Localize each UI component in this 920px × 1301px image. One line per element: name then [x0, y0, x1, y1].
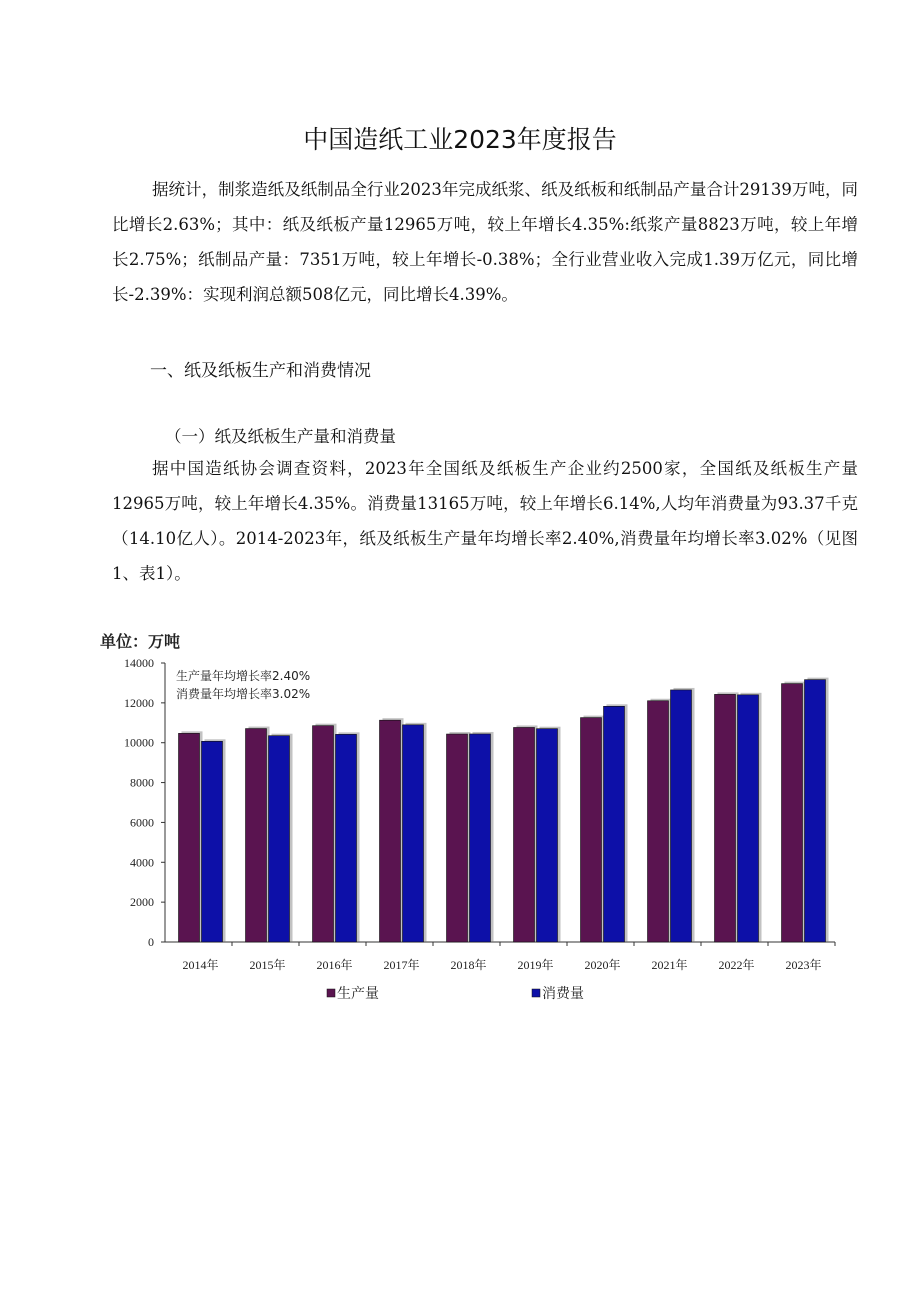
bar-consumption: [202, 741, 223, 942]
y-tick-label: 0: [148, 935, 154, 949]
bar-production: [782, 684, 803, 942]
x-tick-label: 2014年: [182, 958, 219, 972]
section-heading: 一、纸及纸板生产和消费情况: [150, 361, 371, 381]
x-tick-label: 2023年: [785, 958, 822, 972]
legend-swatch: [327, 989, 335, 997]
summary-paragraph: 据统计，制浆造纸及纸制品全行业2023年完成纸浆、纸及纸板和纸制品产量合计29139万吨，同比增长2.63%；其中：纸及纸板产量12965万吨，较上年增长4.35%:纸浆产量8823万吨，较上年增长2.75%；纸制品产量：7351万吨，较上年增长-0.38%；全行业营业收入完成1.39万亿元，同比增长-2.39%：实现利润总额508亿元，同比增长4.39%。: [112, 180, 858, 304]
growth-rate-annotation: 消费量年均增长率3.02%: [176, 687, 311, 701]
bar-production: [179, 733, 200, 942]
bar-consumption: [403, 725, 424, 942]
bar-production: [715, 694, 736, 942]
document-title: 中国造纸工业2023年度报告: [303, 125, 617, 154]
bar-consumption: [269, 736, 290, 942]
bar-production: [246, 729, 267, 942]
bar-production: [447, 734, 468, 942]
x-tick-label: 2017年: [383, 958, 420, 972]
y-tick-label: 4000: [130, 855, 154, 870]
bar-production: [380, 720, 401, 942]
y-tick-label: 6000: [130, 815, 154, 830]
x-tick-label: 2016年: [316, 958, 353, 972]
y-tick-label: 14000: [124, 656, 154, 670]
x-tick-label: 2015年: [249, 958, 286, 972]
growth-rate-annotation: 生产量年均增长率2.40%: [176, 669, 311, 683]
y-tick-label: 10000: [124, 735, 154, 750]
bar-production: [313, 726, 334, 942]
chart-unit-label: 单位：万吨: [100, 632, 181, 651]
bar-production: [514, 727, 535, 942]
x-tick-label: 2021年: [651, 958, 688, 972]
bar-consumption: [805, 680, 826, 942]
bar-consumption: [537, 729, 558, 942]
production-paragraph: 据中国造纸协会调查资料，2023年全国纸及纸板生产企业约2500家，全国纸及纸板生产量12965万吨，较上年增长4.35%。消费量13165万吨，较上年增长6.14%,人均年消费量为93.37千克（14.10亿人）。2014-2023年，纸及纸板生产量年均增长率2.40%,消费量年均增长率3.02%（见图1、表1）。: [112, 459, 858, 583]
x-tick-label: 2019年: [517, 958, 554, 972]
bar-consumption: [738, 695, 759, 942]
bar-consumption: [671, 690, 692, 942]
bar-consumption: [604, 706, 625, 942]
y-tick-label: 8000: [130, 775, 154, 790]
x-tick-label: 2020年: [584, 958, 621, 972]
legend-swatch: [532, 989, 540, 997]
bar-production: [581, 718, 602, 942]
bar-consumption: [470, 734, 491, 942]
bar-consumption: [336, 734, 357, 942]
legend-label: 生产量: [337, 986, 379, 1002]
y-tick-label: 2000: [130, 895, 154, 910]
bar-production: [648, 701, 669, 942]
y-tick-label: 12000: [124, 695, 154, 710]
x-tick-label: 2018年: [450, 958, 487, 972]
subsection-heading: （一）纸及纸板生产量和消费量: [165, 427, 396, 446]
x-tick-label: 2022年: [718, 958, 755, 972]
legend-label: 消费量: [542, 986, 584, 1002]
